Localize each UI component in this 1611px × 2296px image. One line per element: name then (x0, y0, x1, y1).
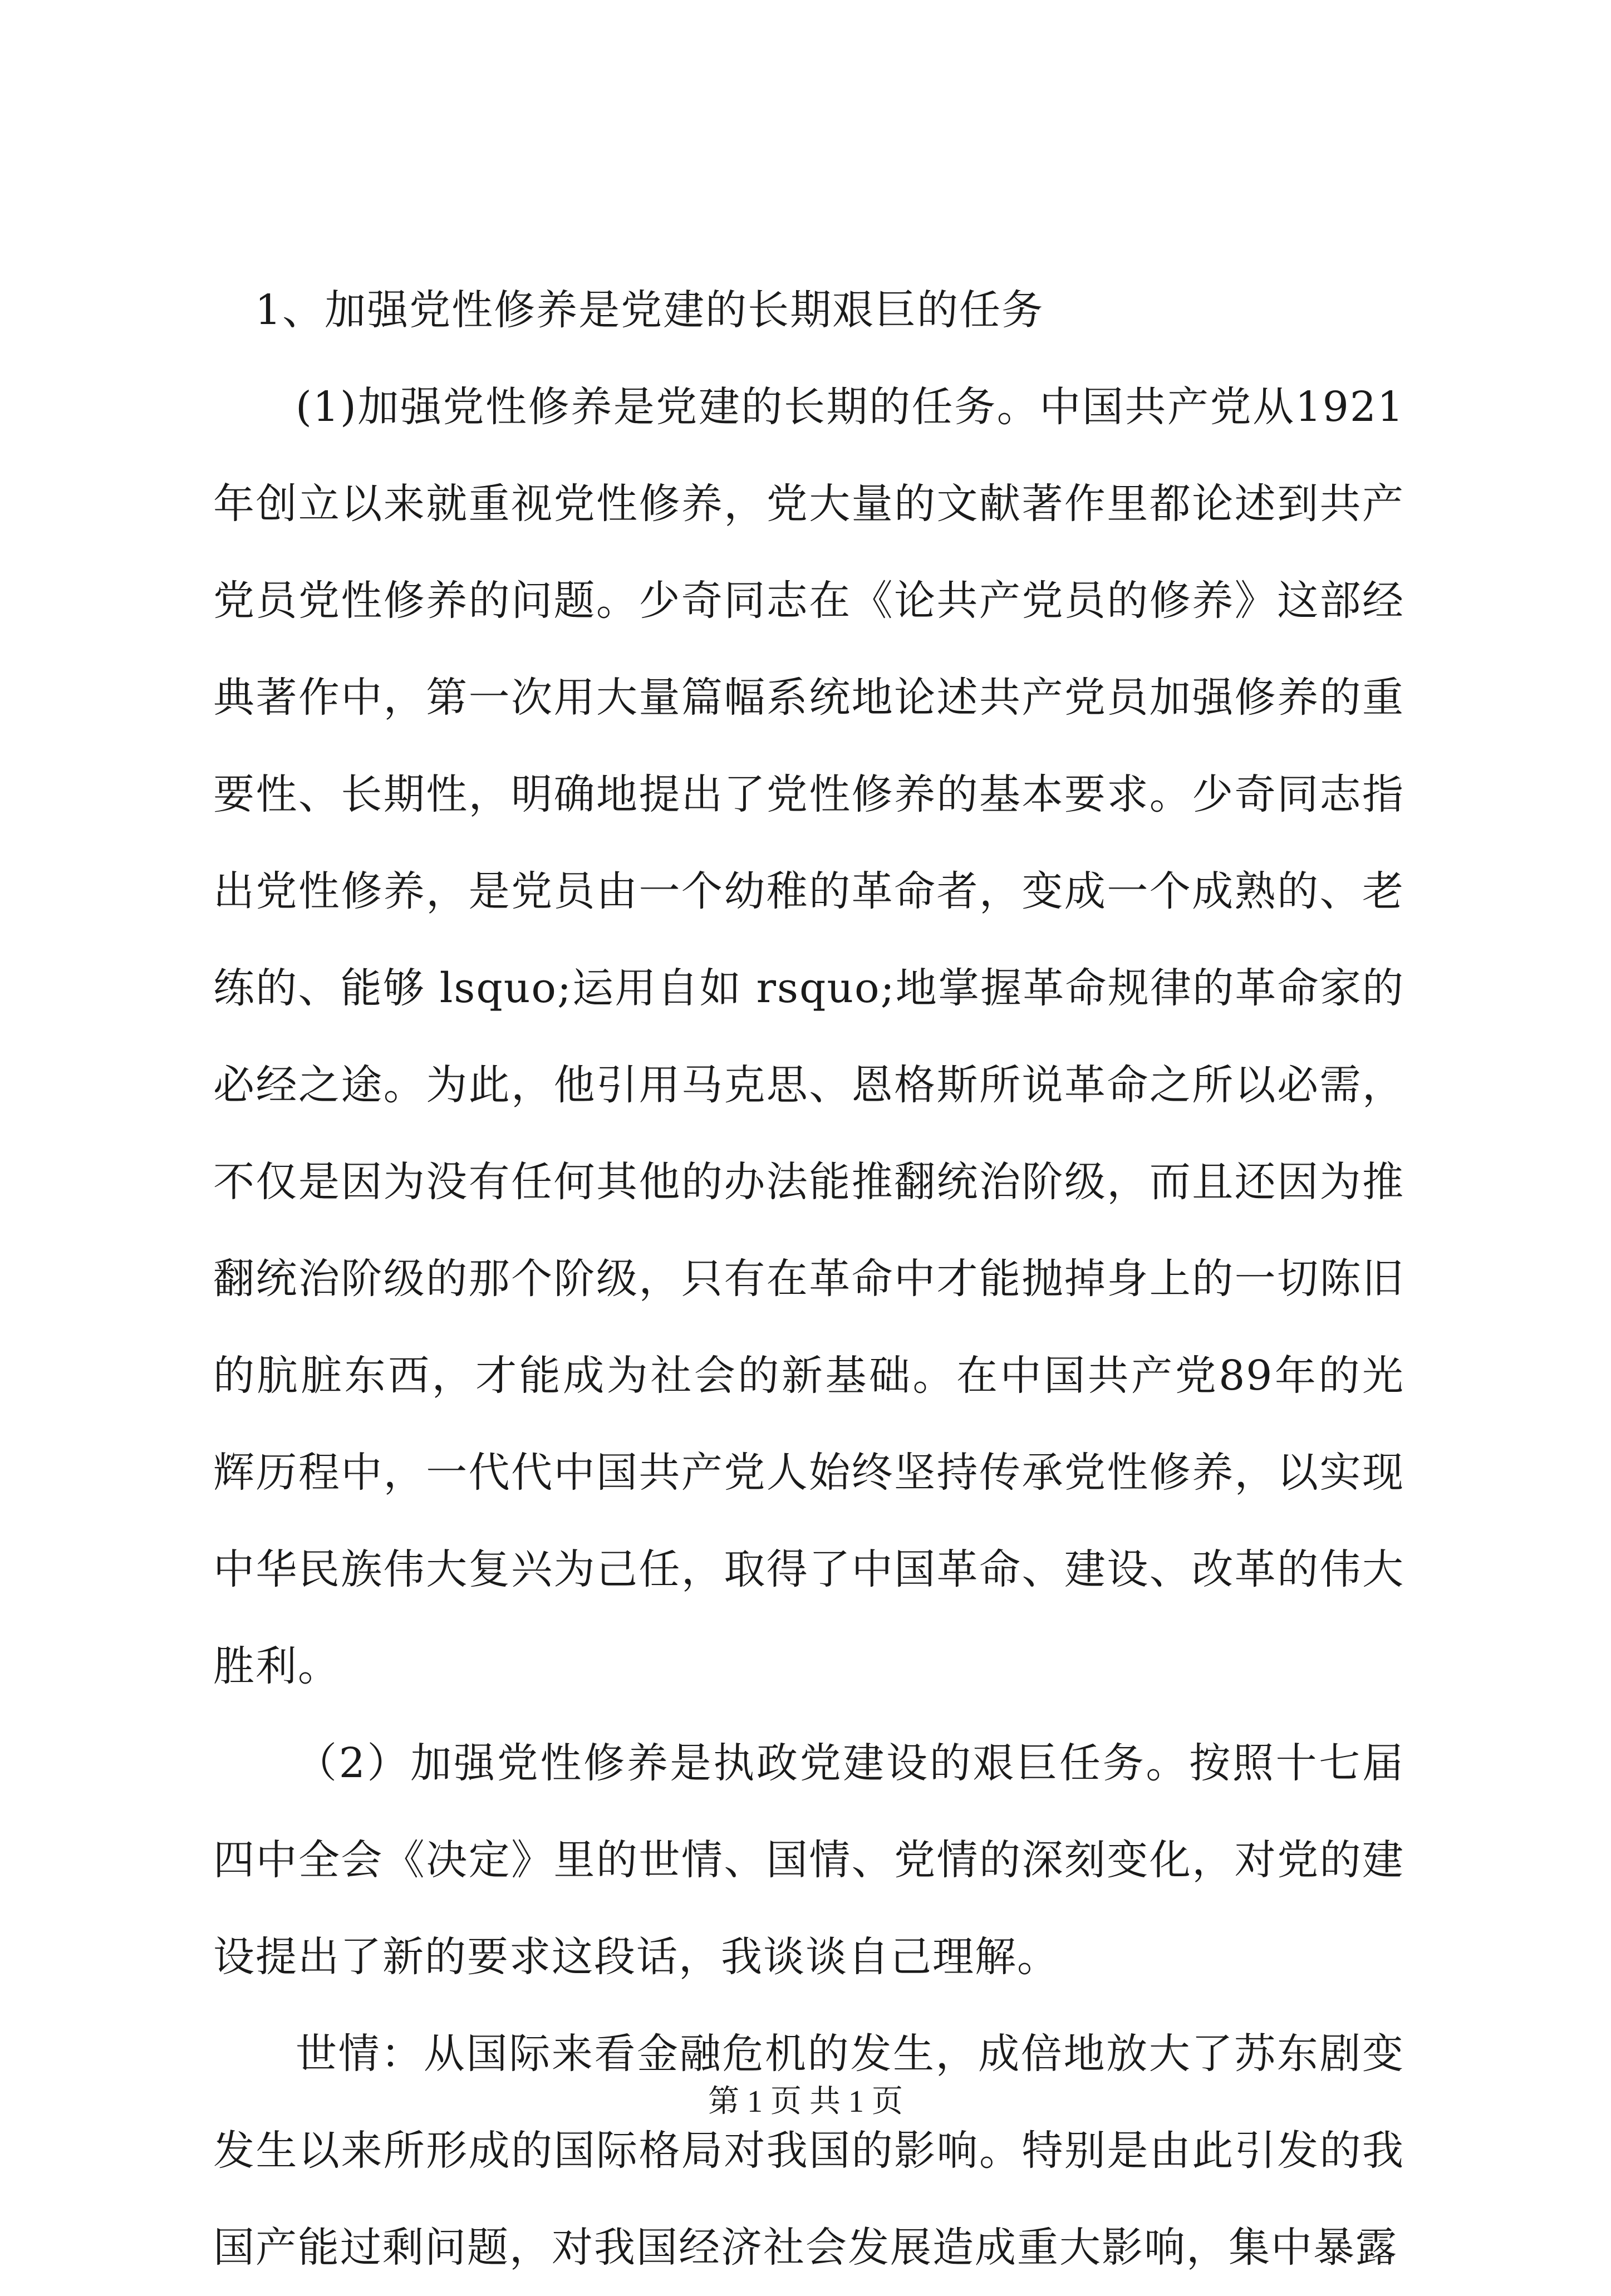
paragraph-2: （2）加强党性修养是执政党建设的艰巨任务。按照十七届四中全会《决定》里的世情、国情、党情的深刻变化，对党的建设提出了新的要求这段话，我谈谈自己理解。 (213, 1739, 1404, 1981)
paragraph-3: 世情：从国际来看金融危机的发生，成倍地放大了苏东剧变发生以来所形成的国际格局对我国的影响。特别是由此引发的我国产能过剩问题，对我国经济社会发展造成重大影响，集中暴露 (213, 2030, 1404, 2272)
paragraph-1: (1)加强党性修养是党建的长期的任务。中国共产党从1921年创立以来就重视党性修养，党大量的文献著作里都论述到共产党员党性修养的问题。少奇同志在《论共产党员的修养》这部经典著作中，第一次用大量篇幅系统地论述共产党员加强修养的重要性、长期性，明确地提出了党性修养的基本要求。少奇同志指出党性修养，是党员由一个幼稚的革命者，变成一个成熟的、老练的、能够 lsquo;运用自如 rsquo;地掌握革命规律的革命家的必经之途。为此，他引用马克思、恩格斯所说革命之所以必需，不仅是因为没有任何其他的办法能推翻统治阶级，而且还因为推翻统治阶级的那个阶级，只有在革命中才能抛掉身上的一切陈旧的肮脏东西，才能成为社会的新基础。在中国共产党89年的光辉历程中，一代代中国共产党人始终坚持传承党性修养，以实现中华民族伟大复兴为己任，取得了中国革命、建设、改革的伟大胜利。 (213, 383, 1404, 1690)
document-body (213, 262, 1404, 2296)
section-heading: 1、加强党性修养是党建的长期艰巨的任务 (255, 286, 1044, 334)
page-footer: 第 1 页 共 1 页 (708, 2084, 903, 2119)
